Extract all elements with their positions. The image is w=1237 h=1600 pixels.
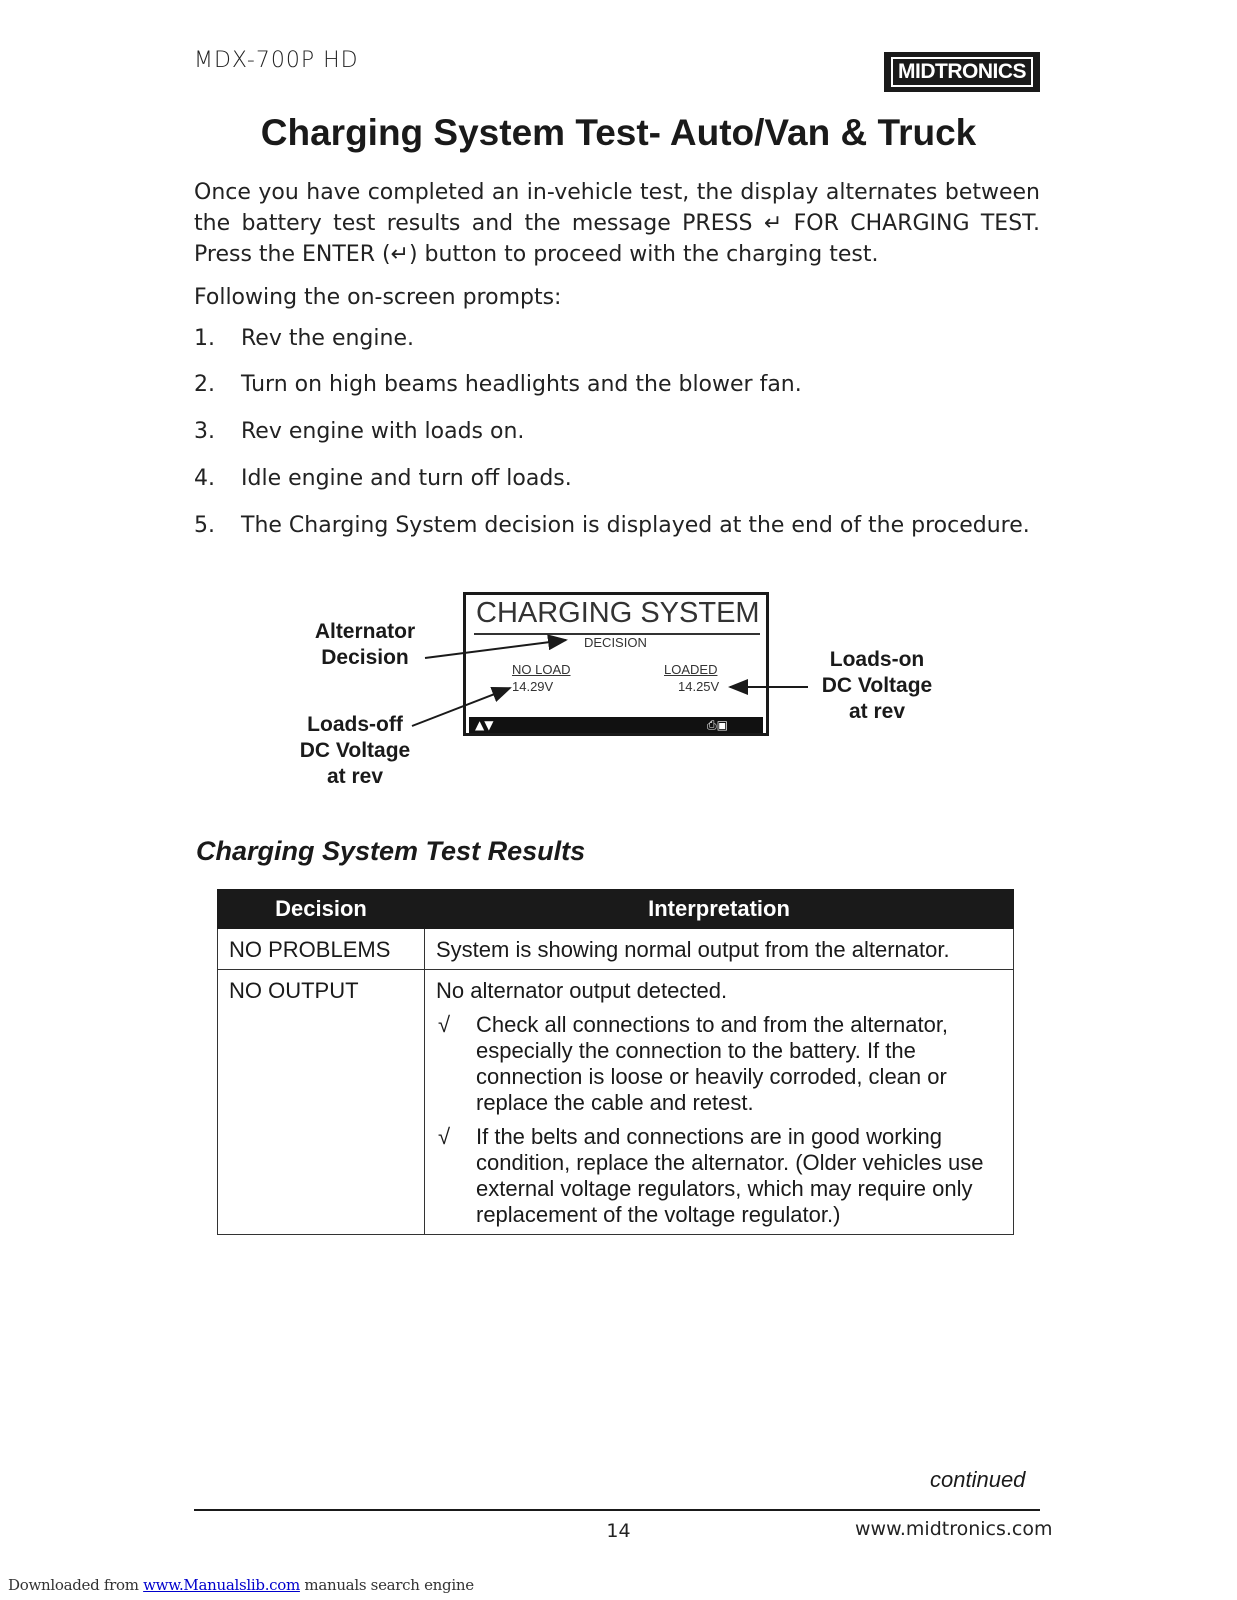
download-prefix: Downloaded from <box>8 1576 144 1594</box>
lcd-no-load-label: NO LOAD <box>512 662 571 677</box>
bullet-item <box>436 1124 1003 1228</box>
lcd-decision-label: DECISION <box>584 635 647 650</box>
continued-note: continued <box>930 1467 1026 1492</box>
bullet-text: Check all connections to and from the alternator, especially the connection to the battery. If the connection is loose or heavily corroded, clean or replace the cable and retest. <box>476 1012 949 1115</box>
decision-cell <box>218 970 425 1235</box>
website-url: www.midtronics.com <box>855 1518 1053 1540</box>
step-text: Turn on high beams headlights and the blower fan. <box>241 372 802 397</box>
step-number: 1. <box>194 326 215 351</box>
step-text: Idle engine and turn off loads. <box>241 466 572 491</box>
lcd-loaded-label: LOADED <box>664 662 718 677</box>
decision-cell <box>218 929 425 970</box>
bullet-text: If the belts and connections are in good working condition, replace the alternator. (Older vehicles use external voltage regulators, which may require only replacement of the voltage regulator.) <box>476 1124 984 1227</box>
lcd-loaded-value: 14.25V <box>678 679 720 694</box>
step-number: 4. <box>194 466 215 491</box>
model-name: MDX-700P HD <box>194 48 359 73</box>
lcd-no-load-value: 14.29V <box>512 679 554 694</box>
table-row <box>218 970 1014 1235</box>
step-number: 2. <box>194 372 215 397</box>
step-number: 3. <box>194 419 215 444</box>
callout-loads-on <box>803 647 951 725</box>
results-table <box>217 889 1014 1235</box>
page-number: 14 <box>606 1520 631 1542</box>
callout-alternator-decision <box>300 619 430 671</box>
intro-paragraph: Once you have completed an in-vehicle test, the display alternates between the battery test results and the message PRESS ↵ FOR CHARGING TEST. Press the ENTER (↵) button to proceed with the charging test. <box>194 180 1040 267</box>
callout-line: at rev <box>326 765 384 788</box>
step-text: Rev engine with loads on. <box>241 419 525 444</box>
battery-status-icon: ▲▼ <box>475 718 494 732</box>
checkmark-icon: √ <box>438 1124 451 1149</box>
step-text: Rev the engine. <box>241 326 414 351</box>
callout-line: at rev <box>848 700 906 723</box>
column-header-decision: Decision <box>218 890 425 929</box>
table-row <box>218 929 1014 970</box>
decision-text: NO PROBLEMS <box>229 937 391 962</box>
callout-line: Alternator <box>314 620 416 643</box>
interpretation-content <box>425 970 1013 1234</box>
interpretation-text: No alternator output detected. <box>436 978 728 1003</box>
callout-line: Decision <box>321 646 409 669</box>
checkmark-icon: √ <box>438 1012 451 1037</box>
section-title: Charging System Test Results <box>196 836 586 866</box>
interpretation-cell <box>425 970 1014 1235</box>
logo-text: MIDTRONICS <box>891 57 1033 87</box>
lcd-title: CHARGING SYSTEM <box>476 597 760 629</box>
callout-loads-off <box>281 712 429 790</box>
footer-divider <box>194 1509 1040 1511</box>
download-suffix: manuals search engine <box>299 1576 474 1594</box>
printer-icon: ⎙▣ <box>707 718 728 732</box>
page-title: Charging System Test- Auto/Van & Truck <box>260 112 977 153</box>
callout-line: DC Voltage <box>299 739 411 762</box>
table-header-row <box>218 890 1014 929</box>
callout-line: DC Voltage <box>821 674 933 697</box>
step-number: 5. <box>194 513 215 538</box>
decision-text: NO OUTPUT <box>229 978 359 1003</box>
column-header-interpretation: Interpretation <box>425 890 1014 929</box>
callout-line: Loads-on <box>829 648 925 671</box>
interpretation-cell <box>425 929 1014 970</box>
prompts-lead: Following the on-screen prompts: <box>194 285 562 310</box>
alternator-decision-arrow <box>425 640 566 658</box>
manualslib-link[interactable]: www.Manualslib.com <box>143 1576 300 1594</box>
interpretation-text: System is showing normal output from the alternator. <box>436 937 950 962</box>
step-text: The Charging System decision is displayed at the end of the procedure. <box>241 513 1030 538</box>
callout-line: Loads-off <box>307 713 403 736</box>
download-note <box>8 1576 474 1594</box>
bullet-item <box>436 1012 1003 1116</box>
